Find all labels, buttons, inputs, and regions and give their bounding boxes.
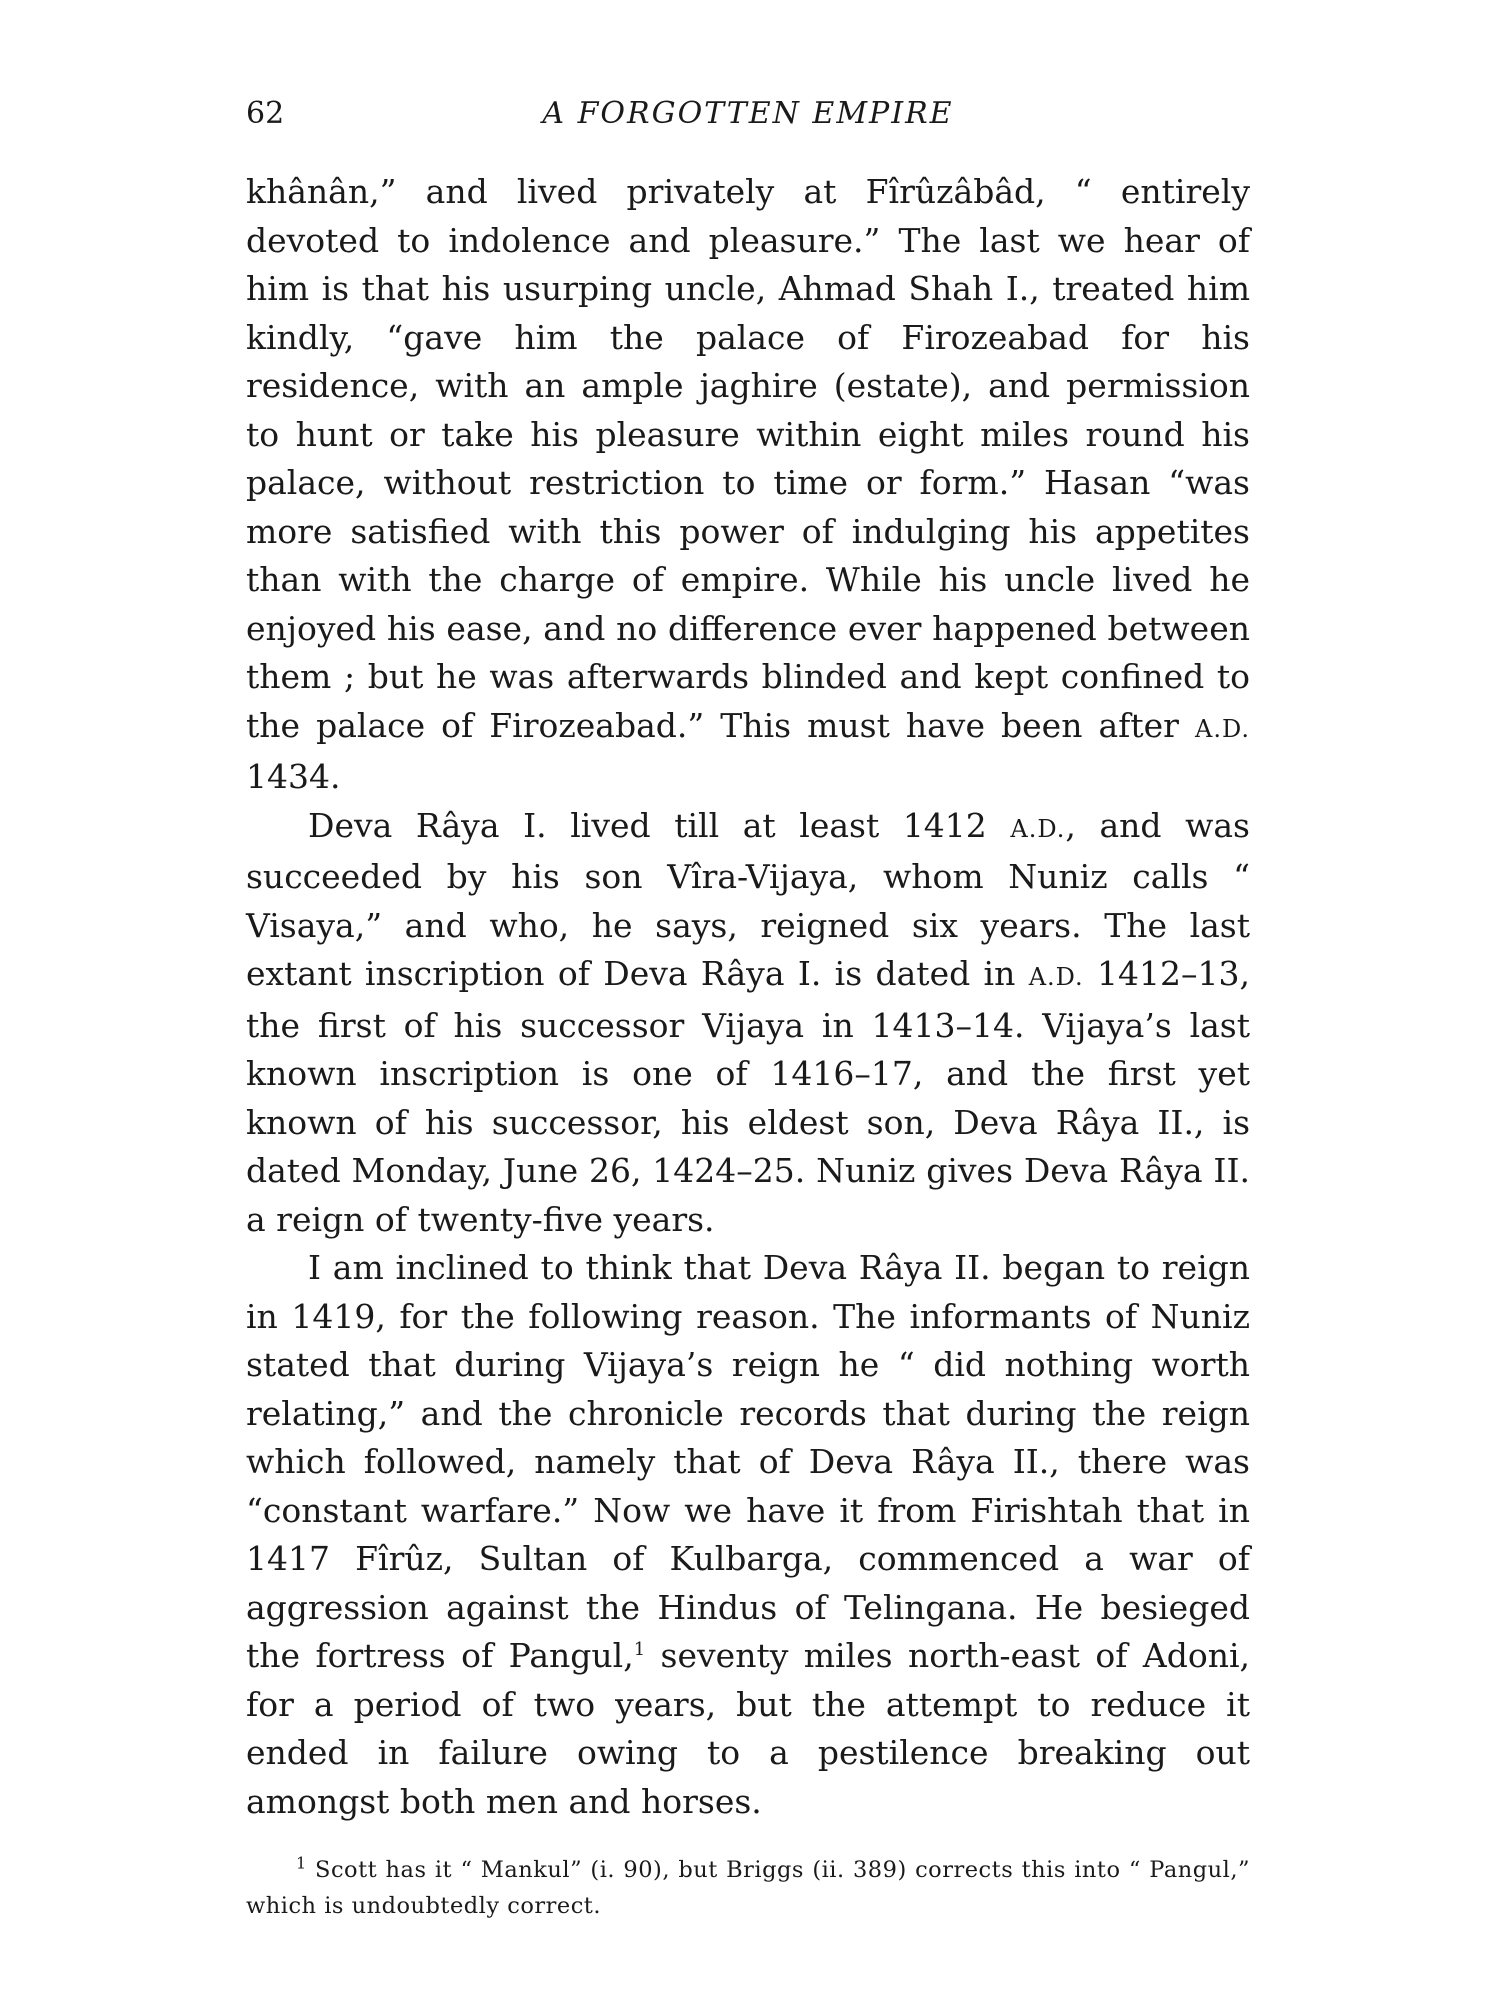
paragraph-3-text-a: I am inclined to think that Deva Râya II. began to reign in 1419, for the following reason. The informants of Nuniz stated that during Vijaya’s reign he “ did nothing worth relating,” and the chronicle records that during the reign which followed, namely that of Deva Râya II., there was “constant warfare.” Now we have it from Firishtah that in 1417 Fîrûz, Sultan of Kulbarga, commenced a war of aggression against the Hindus of Telingana. He besieged the fortress of Pangul, [246,1248,1250,1675]
footnote-1 [246,1852,1250,1924]
paragraph-3-text-b: seventy miles north-east of Adoni, for a period of two years, but the attempt to reduce it ended in failure owing to a pestilence breaking out amongst both men and horses. [246,1636,1250,1821]
footnote-marker: 1 [296,1853,307,1873]
running-head [246,96,1250,144]
footnotes [246,1852,1250,1924]
era-abbreviation: A.D. [1010,814,1066,843]
paragraph-2 [246,802,1250,1245]
paragraph-1-text: khânân,” and lived privately at Fîrûzâbâd, “ entirely devoted to indolence and pleasure.” The last we hear of him is that his usurping uncle, Ahmad Shah I., treated him kindly, “gave him the palace of Firozeabad for his residence, with an ample jaghire (estate), and permission to hunt or take his pleasure within eight miles round his palace, without restriction to time or form.” Hasan “was more satisfied with this power of indulging his appetites than with the charge of empire. While his uncle lived he enjoyed his ease, and no difference ever happened between them ; but he was afterwards blinded and kept confined to the palace of Firozeabad.” This must have been after [246,172,1250,745]
book-page [246,96,1250,1924]
paragraph-1 [246,168,1250,802]
paragraph-1-end: 1434. [246,757,341,796]
paragraph-3 [246,1244,1250,1826]
paragraph-2-text-b: , and was succeeded by his son Vîra-Vijaya, whom Nuniz calls “ Visaya,” and who, he says, reigned six years. The last extant inscription of Deva Râya I. is dated in [246,805,1250,993]
paragraph-2-text-c: 1412–13, the first of his successor Vijaya in 1413–14. Vijaya’s last known inscription is one of 1416–17, and the first yet known of his successor, his eldest son, Deva Râya II., is dated Monday, June 26, 1424–25. Nuniz gives Deva Râya II. a reign of twenty-five years. [246,954,1250,1239]
era-abbreviation: A.D. [1028,963,1084,991]
running-title: A FORGOTTEN EMPIRE [542,96,954,131]
footnote-reference[interactable]: 1 [633,1639,646,1660]
era-abbreviation: A.D. [1195,714,1250,743]
body-text [246,168,1250,1826]
footnote-text: Scott has it “ Mankul” (i. 90), but Briggs (ii. 389) corrects this into “ Pangul,” which is undoubtedly correct. [246,1857,1250,1919]
page-number: 62 [246,96,285,131]
paragraph-2-text-a: Deva Râya I. lived till at least 1412 [308,805,987,845]
